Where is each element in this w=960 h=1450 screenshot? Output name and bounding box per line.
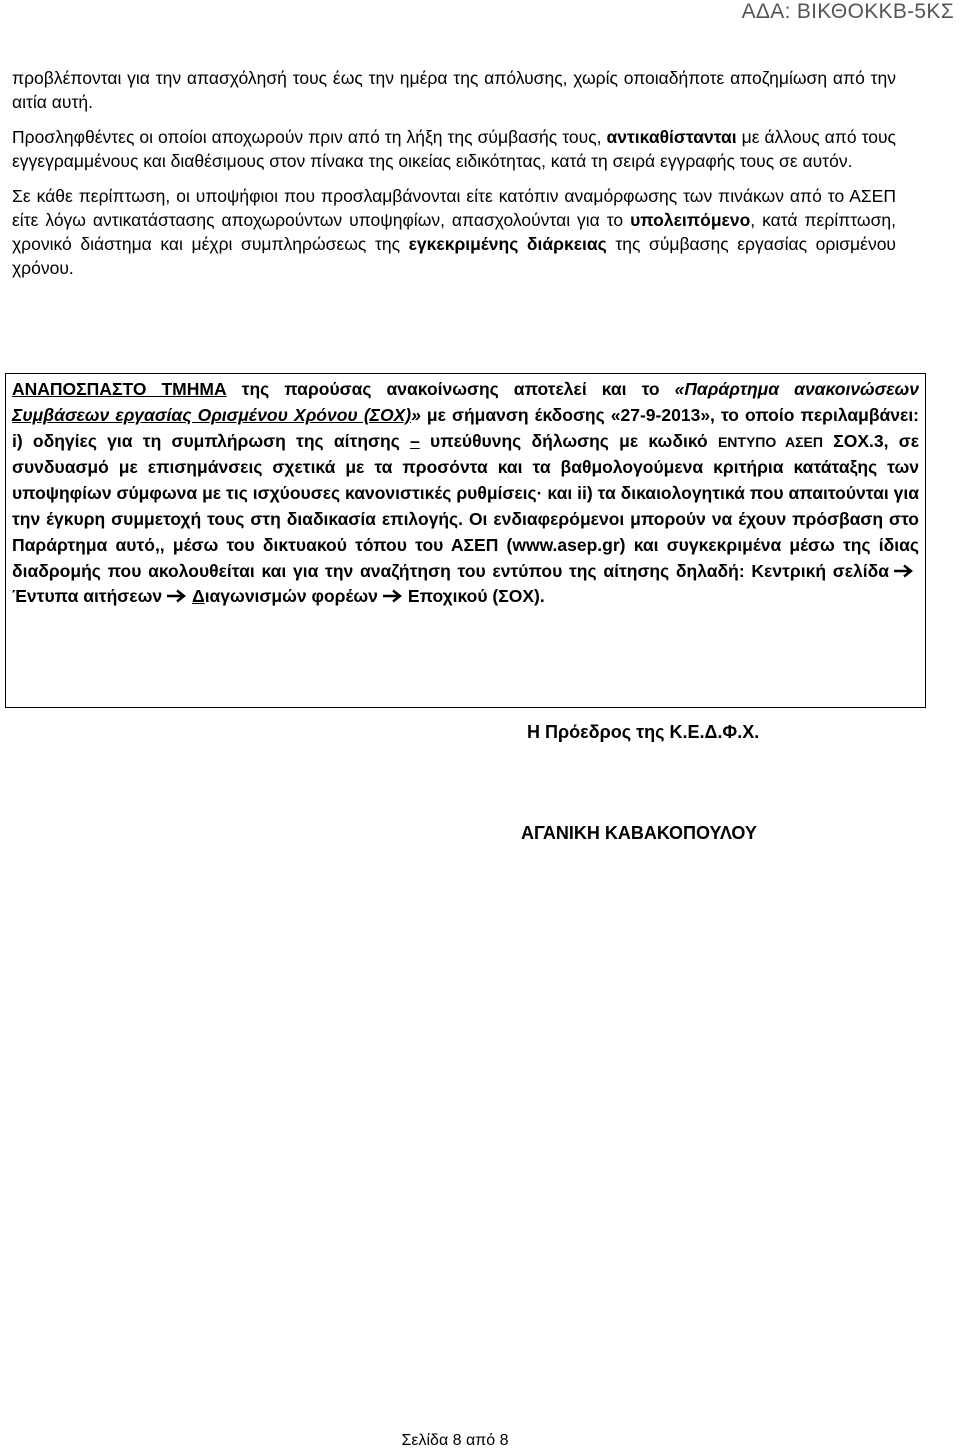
page-number: Σελίδα 8 από 8 <box>401 1432 509 1449</box>
signature-title: Η Πρόεδρος της Κ.Ε.Δ.Φ.Χ. <box>527 722 760 742</box>
path-forms: Έντυπα αιτήσεων <box>12 586 163 607</box>
path-home-page: Κεντρική σελίδα <box>751 560 889 581</box>
notice-annex-title: Παράρτημα ανακοινώσεων <box>684 379 919 399</box>
notice-annex-title-underlined: Συμβάσεων εργασίας Ορισμένου Χρόνου (ΣΟΧ) <box>12 404 412 425</box>
ada-header: ΑΔΑ: ΒΙΚΘΟΚΚΒ-5ΚΣ <box>741 0 954 23</box>
notice-text-1: της παρούσας ανακοίνωσης αποτελεί και το <box>226 379 675 399</box>
notice-quote-close: » <box>411 404 421 425</box>
path-seasonal: Εποχικού (ΣΟΧ). <box>407 586 545 607</box>
notice-text-3: », το οποίο περιλαμβάνει: i) οδηγίες για τη συμπλήρωση της αίτησης <box>12 404 920 451</box>
notice-text-2: με σήμανση έκδοσης « <box>420 404 621 425</box>
notice-dash: – <box>410 430 420 451</box>
paragraph-3-text-mid: , κατά περίπτωση, χρονικό διάστημα και μέχρι συμπληρώσεως της <box>12 210 896 254</box>
paragraph-3-bold-duration: εγκεκριμένης διάρκειας <box>408 234 607 254</box>
paragraph-3-text-end: της σύμβασης εργασίας ορισμένου χρόνου. <box>12 234 896 278</box>
notice-text <box>12 377 919 610</box>
notice-date: 27-9-2013 <box>620 404 701 425</box>
paragraph-2 <box>12 125 896 173</box>
paragraph-2-text: Προσληφθέντες οι οποίοι αποχωρούν πριν από τη λήξη της σύμβασής τους, <box>12 127 607 147</box>
body-text <box>12 66 896 280</box>
notice-form-code-prefix: ΕΝΤΥΠΟ ΑΣΕΠ <box>717 433 823 450</box>
path-competitions: ιαγωνισμών φορέων <box>204 586 378 607</box>
notice-title: ΑΝΑΠΟΣΠΑΣΤΟ ΤΜΗΜΑ <box>12 379 227 399</box>
paragraph-2-text-end: με άλλους από τους εγγεγραμμένους και διαθέσιμους στον πίνακα της οικείας ειδικότητας, κατά τη σειρά εγγραφής τους σε αυτόν. <box>12 127 896 171</box>
paragraph-3-text: Σε κάθε περίπτωση, οι υποψήφιοι που προσλαμβάνονται είτε κατόπιν αναμόρφωσης των πινάκων από το ΑΣΕΠ είτε λόγω αντικατάστασης αποχωρούντων υποψηφίων, απασχολούνται για το <box>12 186 896 230</box>
notice-form-code: ΣΟΧ.3 <box>823 430 884 451</box>
arrow-right-icon <box>382 589 404 603</box>
notice-text-4: υπεύθυνης δήλωσης με κωδικό <box>419 430 718 451</box>
paragraph-3 <box>12 184 896 280</box>
paragraph-2-bold: αντικαθίστανται <box>606 127 737 147</box>
notice-text-5: , σε συνδυασμό με επισημάνσεις σχετικά με τα προσόντα και τα βαθμολογούμενα κριτήρια κατάταξης των υποψηφίων σύμφωνα με τις ισχύουσες κανονιστικές ρυθμίσεις· και ii) τα δικαιολογητικά που απαιτούνται για την έγκυρη συμμετοχή τους στη διαδικασία επιλογής. Οι ενδιαφερόμενοι μπορούν να έχουν πρόσβαση στο Παράρτημα αυτό,, μέσω του δικτυακού τόπου του ΑΣΕΠ (www.asep.gr) και συγκεκριμένα μέσω της ίδιας διαδρομής που ακολουθείται και για την αναζήτηση του εντύπου της αίτησης δηλαδή: <box>12 430 920 581</box>
signature-name: ΑΓΑΝΙΚΗ ΚΑΒΑΚΟΠΟΥΛΟΥ <box>521 823 757 843</box>
paragraph-1-text: προβλέπονται για την απασχόλησή τους έως την ημέρα της απόλυσης, χωρίς οποιαδήποτε αποζημίωση από την αιτία αυτή. <box>12 68 896 112</box>
arrow-right-icon <box>166 589 188 603</box>
notice-quote-open: « <box>674 379 685 399</box>
paragraph-3-bold-remaining: υπολειπόμενο <box>630 210 751 230</box>
arrow-right-icon <box>893 564 915 578</box>
paragraph-1 <box>12 66 896 114</box>
detachable-notice-box <box>5 373 926 708</box>
path-competitions-initial: Δ <box>192 586 205 607</box>
